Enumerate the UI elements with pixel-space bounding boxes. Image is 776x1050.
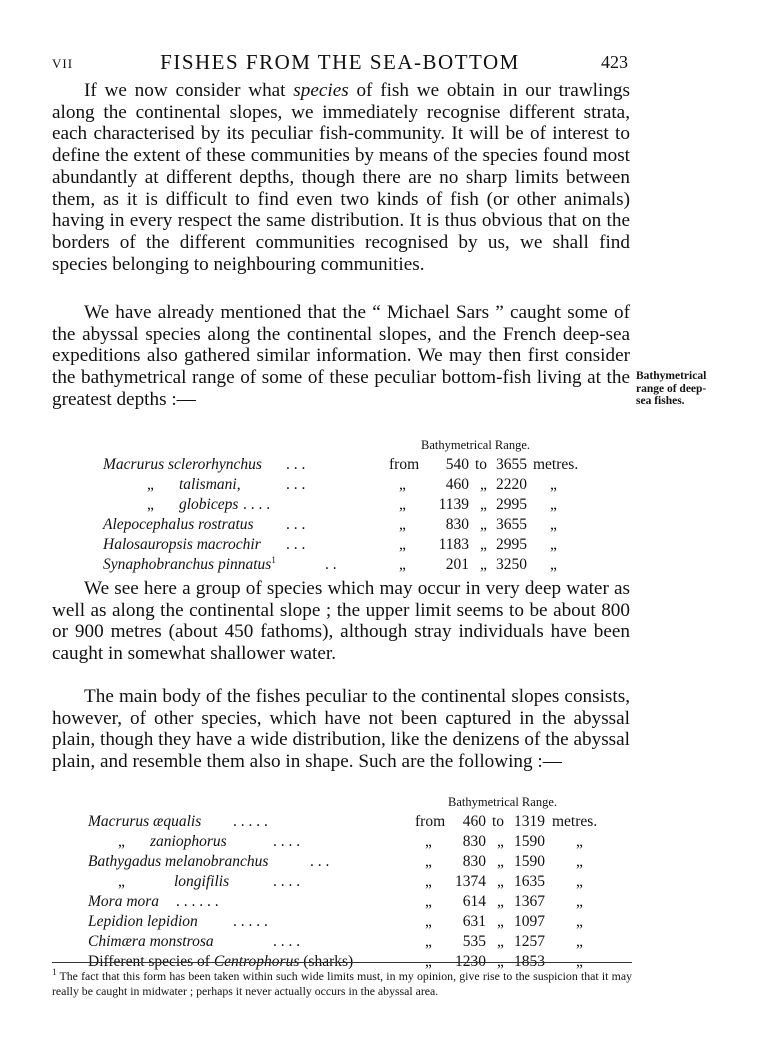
table-heading: Bathymetrical Range. [421,438,530,452]
min-depth: 614 [462,893,486,910]
max-depth: 2995 [496,496,527,513]
from-label: „ [399,496,406,513]
unit-label: „ [550,516,557,533]
table-row [88,913,608,933]
min-depth: 830 [462,853,486,870]
paragraph-1-text-b: of fish we obtain in our trawlings along the continental slopes, we immediately recognise different strata, each characterised by its peculiar fish-community. It will be of interest to define the extent of these communities by means of the species found most abundantly at different depths, though there are no sharp limits between them, as it is difficult to find even two kinds of fish (or other animals) having in every respect the same distribution. It is thus obvious that on the borders of the different communities recognised by us, we shall find species belonging to neighbouring communities. [52,80,630,275]
leader-dots: . . [325,556,337,573]
to-label: to [475,456,488,473]
unit-label: „ [576,893,583,910]
min-depth: 1374 [455,873,486,890]
min-depth: 1183 [438,536,469,553]
paragraph-4: The main body of the fishes peculiar to the continental slopes consists, however, of other species, which have not been captured in the abyssal plain, though they have a wide distribution, like the denizens of the abyssal plain, and resemble them also in shape. Such are the following :— [52,686,630,773]
ditto-mark: „ [147,496,154,513]
paragraph-3: We see here a group of species which may occur in very deep water as well as along the continental slope ; the upper limit seems to be about 800 or 900 metres (about 450 fathoms), although stray individuals have been caught in somewhat shallower water. [52,578,630,665]
from-label: „ [425,873,432,890]
leader-dots: . . . [310,853,330,870]
unit-label: „ [576,873,583,890]
unit-label: „ [550,496,557,513]
table-row [88,893,608,913]
paragraph-1 [52,80,630,275]
species-name: talismani, [179,476,241,493]
margin-note [636,370,736,408]
to-label: „ [497,953,504,970]
from-label: „ [425,953,432,970]
footnote-mark: 1 [271,554,276,565]
ditto-mark: „ [147,476,154,493]
species-name: Macrurus æqualis [88,813,202,830]
table-row [88,853,608,873]
from-label: „ [425,933,432,950]
min-depth: 1139 [438,496,469,513]
from-label: „ [425,913,432,930]
species-name [103,556,276,574]
species-name: longifilis [174,873,230,890]
to-label: „ [480,556,487,573]
margin-note-line: Bathymetrical [636,370,707,382]
species-genus: Centrophorus [213,953,300,970]
unit-label: „ [576,933,583,950]
leader-dots: . . . . . [233,913,268,930]
unit-label: „ [550,556,557,573]
leader-dots: . . . [286,476,306,493]
page-number: 423 [601,52,628,72]
table-row [103,456,623,476]
max-depth: 1097 [514,913,545,930]
ditto-mark: „ [118,833,125,850]
table-row [88,813,608,833]
to-label: „ [480,476,487,493]
max-depth: 1853 [514,953,545,970]
leader-dots: . . . . . [233,813,268,830]
from-label: „ [399,476,406,493]
min-depth: 460 [462,813,486,830]
max-depth: 1367 [514,893,545,910]
paragraph-2: We have already mentioned that the “ Michael Sars ” caught some of the abyssal species along the continental slopes, and the French deep-sea expeditions also gathered similar information. We may then first consider the bathymetrical range of some of these peculiar bottom-fish living at the greatest depths :— [52,302,630,410]
to-label: „ [480,496,487,513]
species-name: Bathygadus melanobranchus [88,853,269,870]
table-row [88,833,608,853]
species-name: Lepidion lepidion [88,913,198,930]
species-name: Halosauropsis macrochir [103,536,261,553]
leader-dots: . . . [286,516,306,533]
to-label: „ [480,516,487,533]
page-title: FISHES FROM THE SEA-BOTTOM [160,50,520,74]
unit-label: „ [576,913,583,930]
from-label: from [415,813,446,830]
min-depth: 201 [445,556,469,573]
min-depth: 460 [445,476,469,493]
max-depth: 3655 [496,516,527,533]
max-depth: 1319 [514,813,545,830]
ditto-mark: „ [118,873,125,890]
leader-dots: . . . . [273,933,301,950]
unit-label: „ [550,476,557,493]
max-depth: 1635 [514,873,545,890]
to-label: „ [497,853,504,870]
max-depth: 3250 [496,556,527,573]
table-row [103,536,623,556]
leader-dots: . . . . . . [176,893,219,910]
to-label: „ [497,933,504,950]
to-label: „ [497,873,504,890]
margin-note-line: range of deep- [636,382,707,395]
from-label: „ [425,893,432,910]
species-prefix: Different species of [88,953,210,970]
unit-label: „ [576,833,583,850]
footnote-text: The fact that this form has been taken within such wide limits must, in my opinion, give rise to the suspicion that it may really be caught in midwater ; perhaps it never actually occurs in the abyssal area. [52,969,632,998]
max-depth: 2995 [496,536,527,553]
footnote [52,969,632,999]
running-header [52,50,628,76]
unit-label: „ [576,953,583,970]
chapter-number: VII [52,56,74,71]
min-depth: 830 [462,833,486,850]
table-row [88,873,608,893]
to-label: „ [497,913,504,930]
table-row [103,496,623,516]
species-name: Chimæra monstrosa [88,933,214,950]
max-depth: 1257 [514,933,545,950]
unit-label: metres. [533,456,579,473]
table-row [88,933,608,953]
species-name: Alepocephalus rostratus [103,516,254,533]
footnote-divider [52,962,632,963]
paragraph-1-italic: species [293,80,349,101]
from-label: „ [425,833,432,850]
from-label: „ [399,536,406,553]
leader-dots: . . . . [243,496,271,513]
from-label: „ [399,516,406,533]
table-row [103,516,623,536]
species-name: globiceps [179,496,239,513]
min-depth: 535 [462,933,486,950]
to-label: „ [480,536,487,553]
species-name: zaniophorus [150,833,227,850]
paragraph-1-text-a: If we now consider what [84,80,294,101]
min-depth: 830 [445,516,469,533]
species-name-text: Synaphobranchus pinnatus [103,556,272,573]
leader-dots: . . . . [273,833,301,850]
to-label: „ [497,833,504,850]
max-depth: 3655 [496,456,527,473]
unit-label: „ [576,853,583,870]
leader-dots: . . . [286,536,306,553]
margin-note-line: sea fishes. [636,395,685,407]
from-label: from [389,456,420,473]
table-heading: Bathymetrical Range. [448,795,557,809]
leader-dots: . . . . [273,873,301,890]
to-label: to [492,813,505,830]
max-depth: 1590 [514,853,545,870]
to-label: „ [497,893,504,910]
species-name: Mora mora [88,893,160,910]
species-name: Macrurus sclerorhynchus [103,456,262,473]
footnote-number: 1 [52,967,57,978]
unit-label: „ [550,536,557,553]
table-row [103,476,623,496]
from-label: „ [399,556,406,573]
species-suffix: (sharks) [303,953,354,970]
max-depth: 1590 [514,833,545,850]
leader-dots: . . . [286,456,306,473]
min-depth: 1230 [455,953,486,970]
table-row [103,556,623,576]
min-depth: 631 [462,913,486,930]
max-depth: 2220 [496,476,527,493]
from-label: „ [425,853,432,870]
unit-label: metres. [552,813,598,830]
min-depth: 540 [445,456,469,473]
